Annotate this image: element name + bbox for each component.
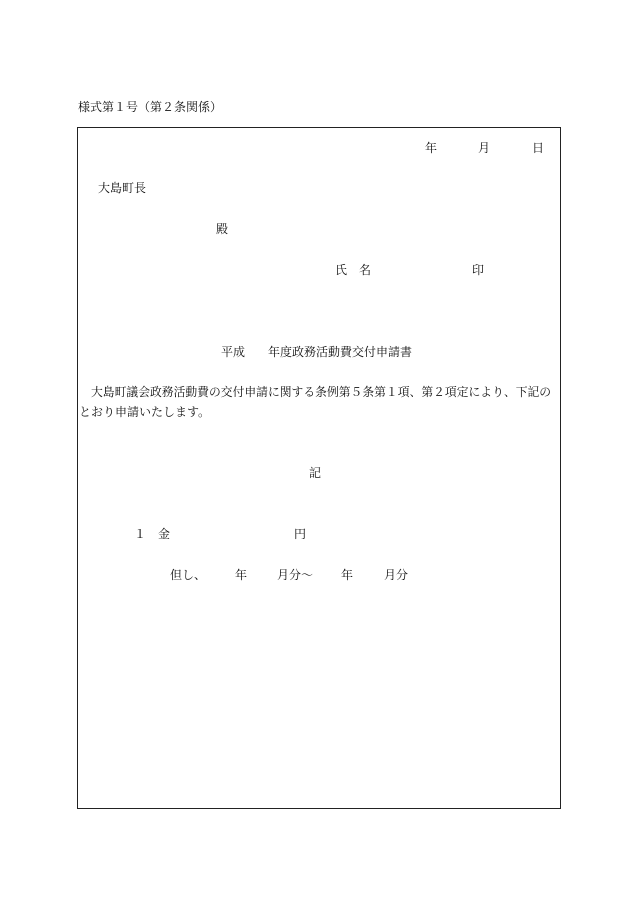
period-start-year-unit: 年 bbox=[235, 568, 248, 582]
period-end-month-unit: 月分 bbox=[384, 568, 409, 582]
amount-item-number: １ bbox=[134, 527, 147, 541]
date-year-unit: 年 bbox=[425, 141, 438, 155]
form-number-label: 様式第１号（第２条関係） bbox=[78, 100, 223, 114]
ki-heading: 記 bbox=[309, 466, 322, 480]
seal-label: 印 bbox=[472, 263, 485, 277]
honorific: 殿 bbox=[216, 222, 229, 236]
body-text-line-1: 大島町議会政務活動費の交付申請に関する条例第５条第１項、第２項定により、下記の bbox=[91, 385, 552, 399]
title-era: 平成 bbox=[221, 345, 246, 359]
amount-unit: 円 bbox=[294, 527, 307, 541]
amount-label: 金 bbox=[158, 527, 171, 541]
period-prefix: 但し、 bbox=[170, 568, 207, 582]
date-day-unit: 日 bbox=[532, 141, 545, 155]
addressee: 大島町長 bbox=[98, 181, 147, 195]
document-title: 年度政務活動費交付申請書 bbox=[268, 345, 413, 359]
period-end-year-unit: 年 bbox=[341, 568, 354, 582]
body-text-line-2: とおり申請いたします。 bbox=[79, 405, 211, 419]
applicant-name-label: 氏 名 bbox=[335, 263, 372, 277]
date-month-unit: 月 bbox=[478, 141, 491, 155]
period-start-month-unit: 月分～ bbox=[277, 568, 314, 582]
